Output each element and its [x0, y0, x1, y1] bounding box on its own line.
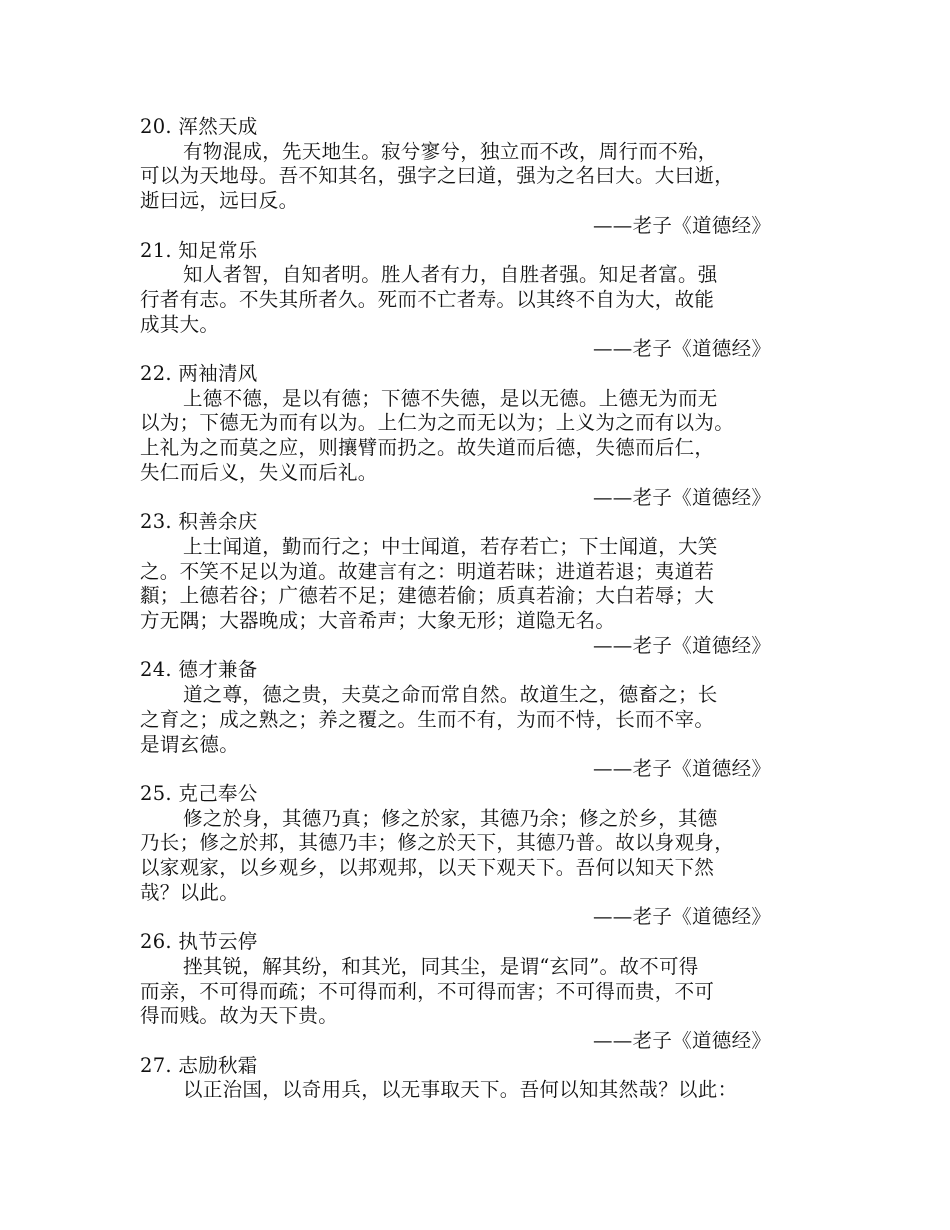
paragraph-line: 成其大。 — [140, 312, 220, 336]
paragraph-line: 以正治国，以奇用兵，以无事取天下。吾何以知其然哉？以此： — [183, 1078, 738, 1102]
paragraph-line: 修之於身，其德乃真；修之於家，其德乃余；修之於乡，其德 — [183, 806, 718, 830]
paragraph-line: 是谓玄德。 — [140, 732, 240, 756]
paragraph-line: 而亲，不可得而疏；不可得而利，不可得而害；不可得而贵，不可 — [140, 979, 715, 1003]
paragraph-line: 之。不笑不足以为道。故建言有之：明道若昧；进道若退；夷道若 — [140, 559, 715, 583]
section-heading: 23. 积善余庆 — [140, 510, 258, 534]
paragraph-line: 可以为天地母。吾不知其名，强字之曰道，强为之名曰大。大曰逝， — [140, 164, 735, 188]
paragraph-line: 上德不德，是以有德；下德不失德，是以无德。上德无为而无 — [183, 386, 718, 410]
paragraph-line: 行者有志。不失其所者久。死而不亡者寿。以其终不自为大，故能 — [140, 287, 715, 311]
source-attribution: ——老子《道德经》 — [593, 905, 772, 929]
paragraph-line: 得而贱。故为天下贵。 — [140, 1004, 339, 1028]
source-attribution: ——老子《道德经》 — [593, 1028, 772, 1052]
source-attribution: ——老子《道德经》 — [593, 337, 772, 361]
paragraph-line: 有物混成，先天地生。寂兮寥兮，独立而不改，周行而不殆， — [183, 139, 718, 163]
source-attribution: ——老子《道德经》 — [593, 757, 772, 781]
paragraph-line: 乃长；修之於邦，其德乃丰；修之於天下，其德乃普。故以身观身， — [140, 831, 735, 855]
paragraph-line: 以为；下德无为而有以为。上仁为之而无以为；上义为之而有以为。 — [140, 411, 735, 435]
paragraph-line: 挫其锐，解其纷，和其光，同其尘，是谓“玄同”。故不可得 — [183, 954, 699, 978]
section-heading: 22. 两袖清风 — [140, 362, 258, 385]
paragraph-line: 知人者智，自知者明。胜人者有力，自胜者强。知足者富。强 — [183, 263, 718, 287]
paragraph-line: 上礼为之而莫之应，则攘臂而扔之。故失道而后德，失德而后仁， — [140, 436, 715, 460]
section-heading: 27. 志励秋霜 — [140, 1053, 258, 1077]
section-heading: 26. 执节云停 — [140, 930, 258, 954]
paragraph-line: 失仁而后义，失义而后礼。 — [140, 460, 378, 484]
section-heading: 20. 浑然天成 — [140, 115, 258, 138]
paragraph-line: 方无隅；大器晚成；大音希声；大象无形；道隐无名。 — [140, 609, 616, 632]
section-heading: 21. 知足常乐 — [140, 238, 258, 262]
paragraph-line: 逝曰远，远曰反。 — [140, 189, 299, 213]
paragraph-line: 哉？以此。 — [140, 880, 240, 904]
section-heading: 24. 德才兼备 — [140, 658, 258, 682]
paragraph-line: 道之尊，德之贵，夫莫之命而常自然。故道生之，德畜之；长 — [183, 683, 718, 707]
paragraph-line: 之育之；成之熟之；养之覆之。生而不有，为而不恃，长而不宰。 — [140, 707, 715, 731]
section-heading: 25. 克己奉公 — [140, 781, 258, 805]
source-attribution: ——老子《道德经》 — [593, 213, 772, 237]
source-attribution: ——老子《道德经》 — [593, 485, 772, 509]
paragraph-line: 以家观家，以乡观乡，以邦观邦，以天下观天下。吾何以知天下然 — [140, 856, 715, 879]
paragraph-line: 上士闻道，勤而行之；中士闻道，若存若亡；下士闻道，大笑 — [183, 534, 718, 558]
source-attribution: ——老子《道德经》 — [593, 633, 772, 657]
paragraph-line: 纇；上德若谷；广德若不足；建德若偷；质真若渝；大白若辱；大 — [140, 584, 715, 608]
